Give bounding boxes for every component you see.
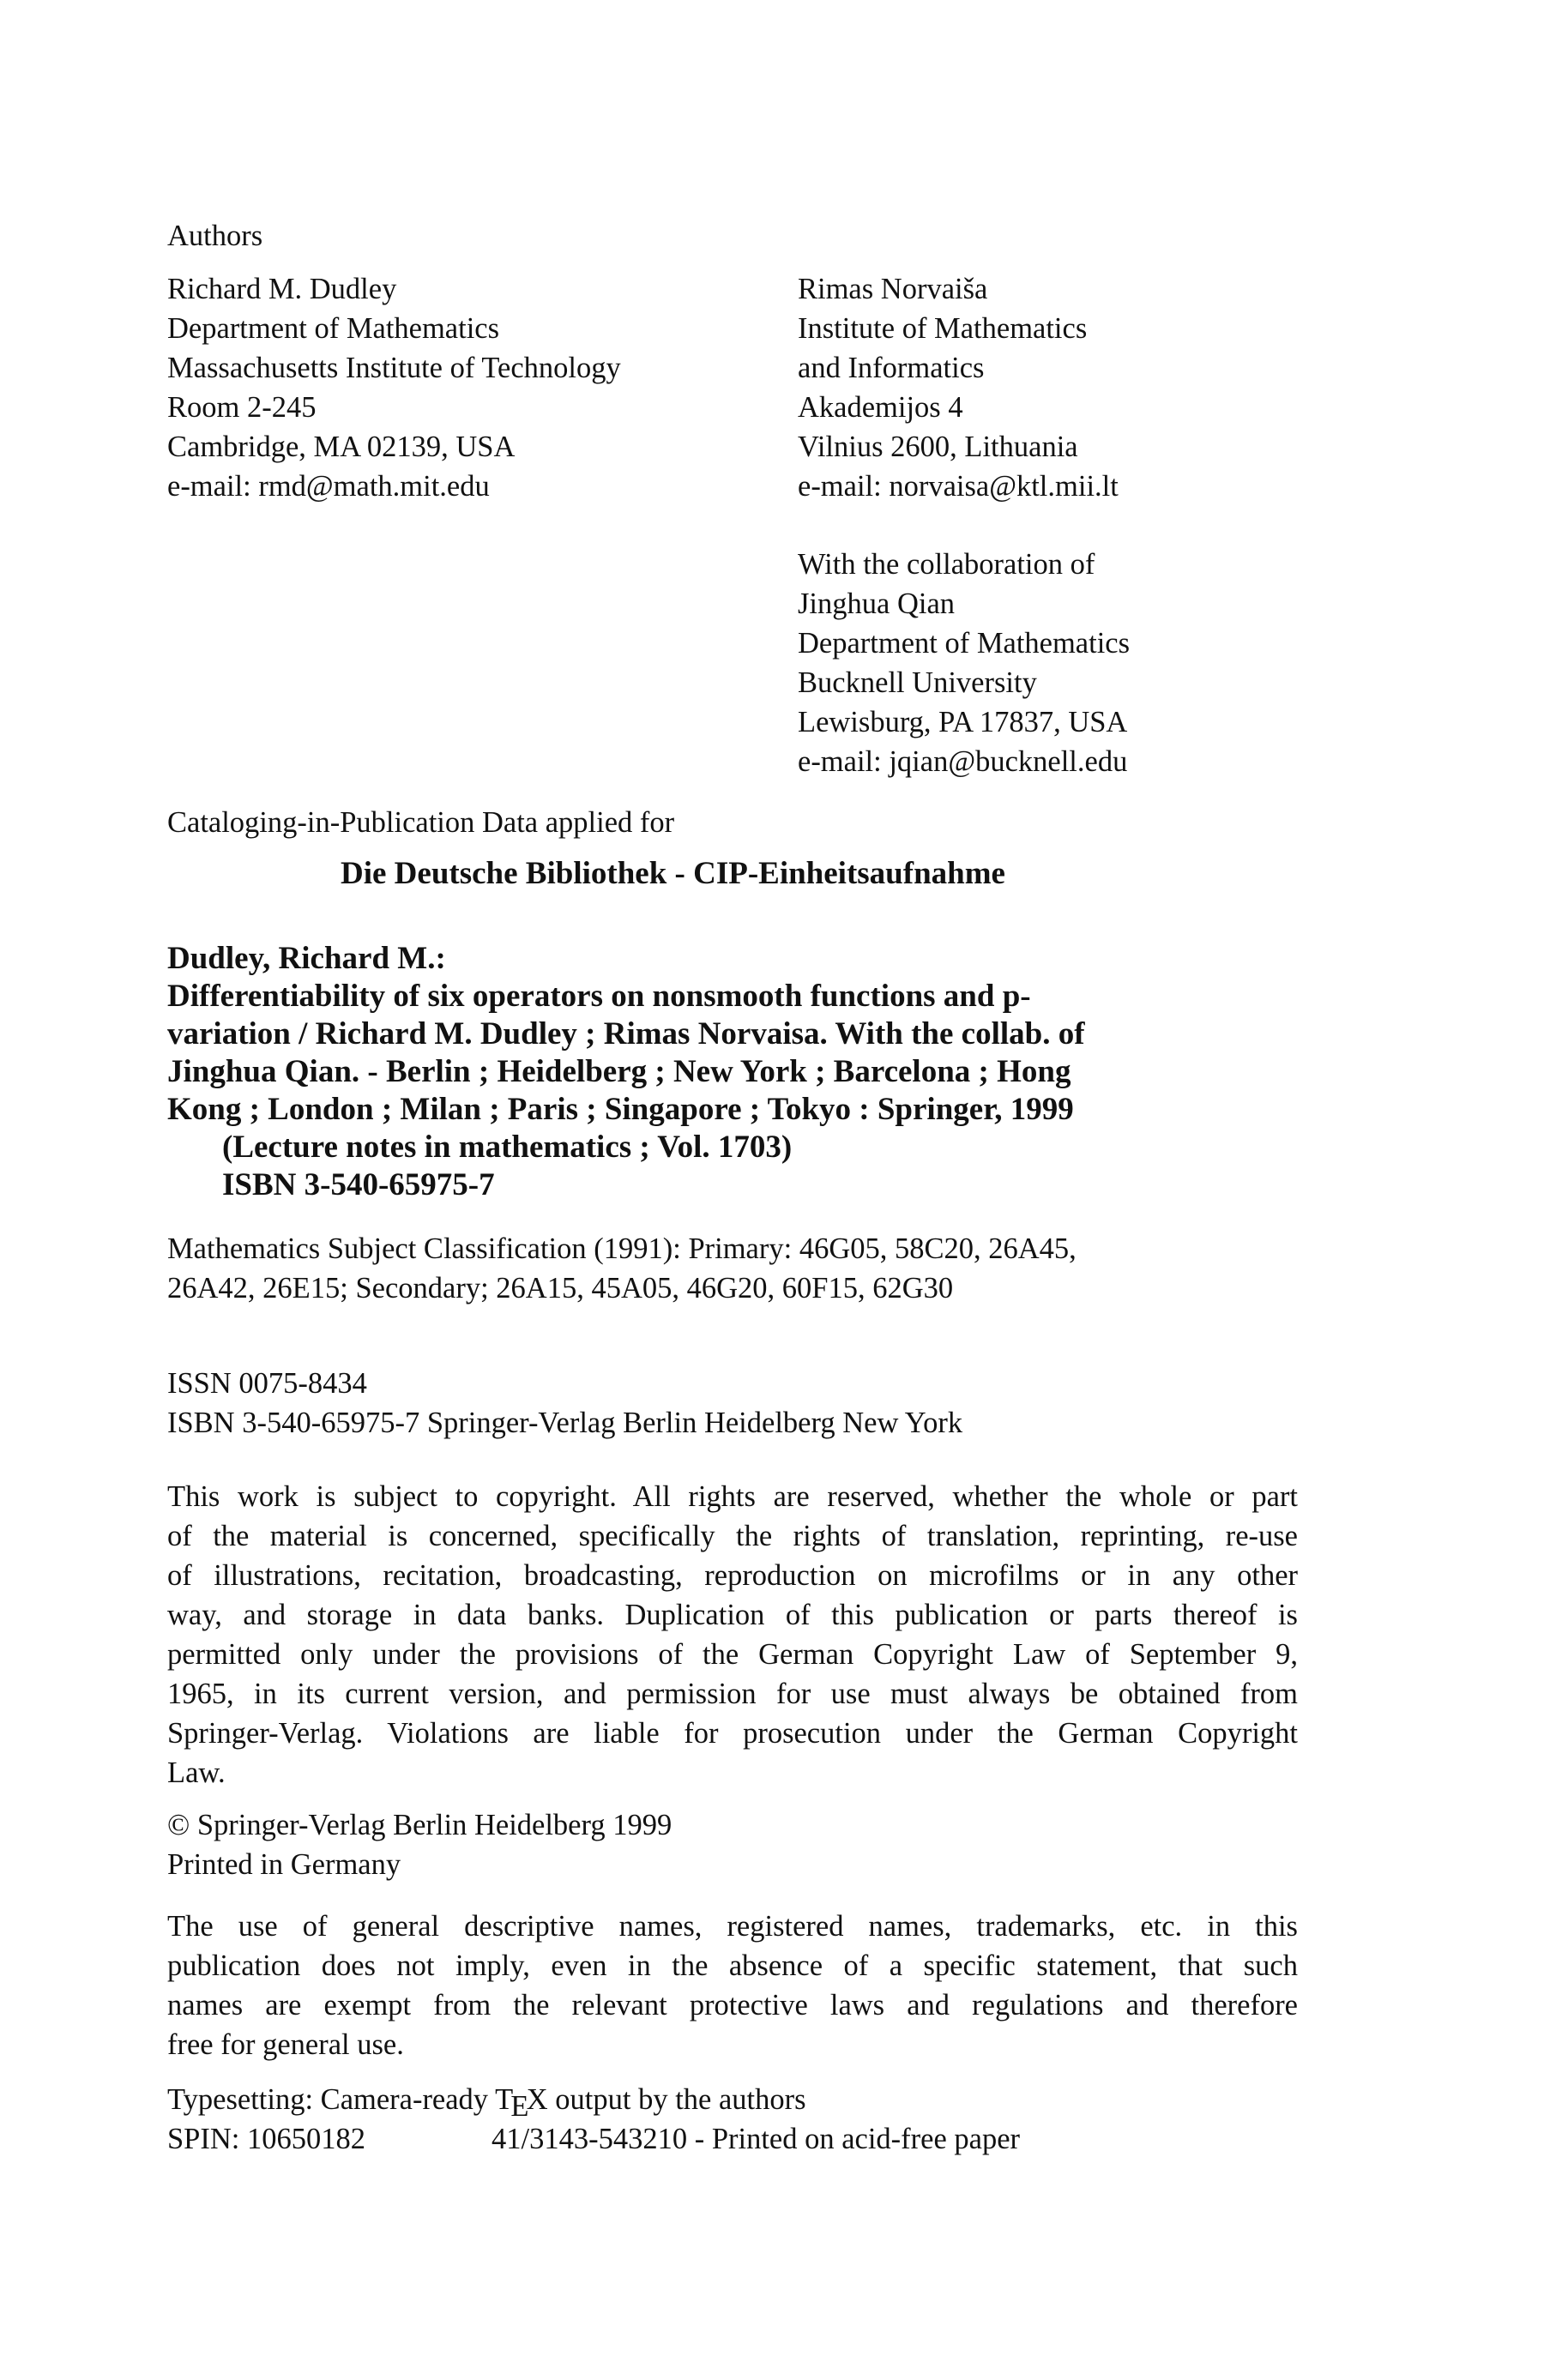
subject-classification <box>167 1229 1077 1308</box>
author-email: e-mail: rmd@math.mit.edu <box>167 470 490 503</box>
collaborator-line: Lewisburg, PA 17837, USA <box>798 706 1128 738</box>
author-line: Institute of Mathematics <box>798 312 1088 345</box>
cip-heading-text: Die Deutsche Bibliothek - CIP-Einheitsaufnahme <box>341 856 1005 891</box>
author-line: and Informatics <box>798 352 985 384</box>
trademark-line: free for general use. <box>167 2028 404 2061</box>
printed-in: Printed in Germany <box>167 1848 401 1881</box>
typesetting-prefix: Typesetting: Camera-ready <box>167 2083 489 2116</box>
authors-heading-text: Authors <box>167 220 263 252</box>
publisher-info <box>167 1805 672 1884</box>
author-line: Massachusetts Institute of Technology <box>167 352 621 384</box>
cip-heading <box>341 853 1005 895</box>
collaborator-line: With the collaboration of <box>798 548 1095 581</box>
copyright-line: Springer-Verlag. Violations are liable for prosecution under the German Copyright <box>167 1717 1298 1750</box>
copyright-line: of illustrations, recitation, broadcasting, reproduction on microfilms or in any other <box>167 1559 1298 1592</box>
cip-record <box>167 940 1235 1204</box>
cip-record-line: Jinghua Qian. - Berlin ; Heidelberg ; New York ; Barcelona ; Hong <box>167 1054 1071 1089</box>
author-line: Room 2-245 <box>167 391 317 424</box>
author-line: Akademijos 4 <box>798 391 963 424</box>
tex-logo: TEX <box>495 2083 548 2123</box>
copyright-line: permitted only under the provisions of the German Copyright Law of September 9, <box>167 1638 1298 1671</box>
collaborator-line: Bucknell University <box>798 666 1037 699</box>
copyright-line: 1965, in its current version, and permission for use must always be obtained from <box>167 1678 1298 1710</box>
collaborator-qian <box>798 545 1130 781</box>
issn: ISSN 0075-8434 <box>167 1367 367 1400</box>
spin-code: 41/3143-543210 - Printed on acid-free paper <box>492 2123 1021 2155</box>
author-line: Rimas Norvaiša <box>798 273 988 305</box>
copyright-line: way, and storage in data banks. Duplication of this publication or parts thereof is <box>167 1599 1298 1631</box>
author-line: Cambridge, MA 02139, USA <box>167 431 516 463</box>
isbn: ISBN 3-540-65975-7 Springer-Verlag Berlin Heidelberg New York <box>167 1407 963 1439</box>
cip-note <box>167 803 674 842</box>
author-line: Richard M. Dudley <box>167 273 397 305</box>
msc-line: Mathematics Subject Classification (1991): Primary: 46G05, 58C20, 26A45, <box>167 1232 1077 1265</box>
typesetting-info <box>167 2080 1020 2159</box>
trademark-line: publication does not imply, even in the absence of a specific statement, that such <box>167 1949 1298 1982</box>
copyright-line: of the material is concerned, specifically the rights of translation, reprinting, re-use <box>167 1520 1298 1552</box>
author-email: e-mail: norvaisa@ktl.mii.lt <box>798 470 1119 503</box>
author-norvaisa <box>798 269 1119 506</box>
author-line: Vilnius 2600, Lithuania <box>798 431 1078 463</box>
copyright-line: This work is subject to copyright. All rights are reserved, whether the whole or part <box>167 1480 1298 1513</box>
collaborator-email: e-mail: jqian@bucknell.edu <box>798 745 1128 778</box>
trademark-notice <box>167 1907 1298 2064</box>
publisher-line: © Springer-Verlag Berlin Heidelberg 1999 <box>167 1809 672 1841</box>
typesetting-line <box>167 2080 1020 2123</box>
spin-line <box>167 2119 1020 2159</box>
author-line: Department of Mathematics <box>167 312 500 345</box>
collaborator-line: Department of Mathematics <box>798 627 1131 660</box>
cip-record-line: Kong ; London ; Milan ; Paris ; Singapore ; Tokyo : Springer, 1999 <box>167 1092 1074 1127</box>
cip-record-series: (Lecture notes in mathematics ; Vol. 1703) <box>222 1130 793 1165</box>
trademark-line: names are exempt from the relevant protective laws and regulations and therefore <box>167 1989 1298 2021</box>
copyright-line: Law. <box>167 1756 226 1789</box>
spin-label: SPIN: 10650182 <box>167 2123 365 2155</box>
cip-record-author: Dudley, Richard M.: <box>167 941 446 976</box>
author-dudley <box>167 269 621 506</box>
cip-record-line: Differentiability of six operators on nonsmooth functions and p- <box>167 979 1031 1014</box>
typesetting-suffix: output by the authors <box>555 2083 806 2116</box>
trademark-line: The use of general descriptive names, registered names, trademarks, etc. in this <box>167 1910 1298 1943</box>
collaborator-line: Jinghua Qian <box>798 587 956 620</box>
cip-record-isbn: ISBN 3-540-65975-7 <box>222 1167 495 1202</box>
msc-line: 26A42, 26E15; Secondary; 26A15, 45A05, 46G20, 60F15, 62G30 <box>167 1272 954 1304</box>
cip-note-text: Cataloging-in-Publication Data applied for <box>167 806 675 839</box>
copyright-notice <box>167 1477 1298 1793</box>
authors-heading <box>167 216 262 256</box>
issn-isbn <box>167 1364 962 1443</box>
cip-record-line: variation / Richard M. Dudley ; Rimas Norvaisa. With the collab. of <box>167 1016 1085 1051</box>
